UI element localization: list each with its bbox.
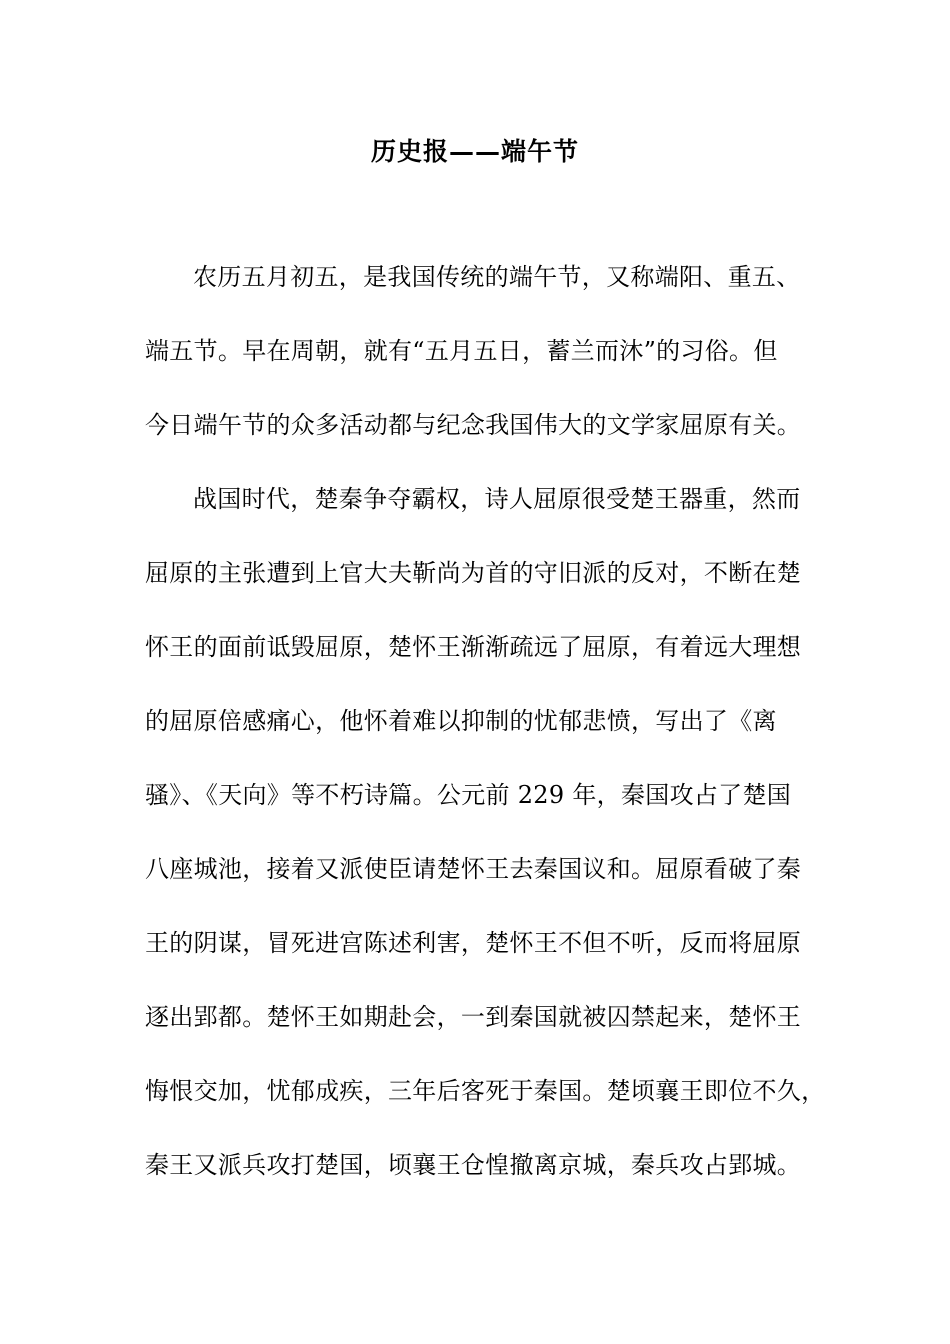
paragraph-line: 战国时代，楚秦争夺霸权，诗人屈原很受楚王器重，然而 <box>193 485 801 513</box>
paragraph-2 <box>145 462 826 1202</box>
paragraph-line: 逐出郢都。楚怀王如期赴会，一到秦国就被囚禁起来，楚怀王 <box>145 1003 802 1031</box>
paragraph-line: 八座城池，接着又派使臣请楚怀王去秦国议和。屈原看破了秦 <box>145 855 802 883</box>
paragraph-line: 农历五月初五，是我国传统的端午节，又称端阳、重五、 <box>193 263 801 291</box>
paragraph-1 <box>145 240 810 462</box>
paragraph-line: 端五节。早在周朝，就有“五月五日，蓄兰而沐”的习俗。但 <box>145 337 778 365</box>
paragraph-line: 怀王的面前诋毁屈原，楚怀王渐渐疏远了屈原，有着远大理想 <box>145 633 802 661</box>
paragraph-line: 悔恨交加，忧郁成疾，三年后客死于秦国。楚顷襄王即位不久， <box>145 1077 826 1105</box>
paragraph-line: 的屈原倍感痛心，他怀着难以抑制的忧郁悲愤，写出了《离 <box>145 707 777 735</box>
paragraph-line: 王的阴谋，冒死进宫陈述利害，楚怀王不但不听，反而将屈原 <box>145 929 802 957</box>
paragraph-line: 屈原的主张遭到上官大夫靳尚为首的守旧派的反对，不断在楚 <box>145 559 802 587</box>
paragraph-line: 秦王又派兵攻打楚国，顷襄王仓惶撤离京城，秦兵攻占郢城。 <box>145 1151 802 1179</box>
document-title: 历史报——端午节 <box>370 137 579 166</box>
paragraph-line: 今日端午节的众多活动都与纪念我国伟大的文学家屈原有关。 <box>145 411 802 439</box>
paragraph-line: 骚》、《天向》等不朽诗篇。公元前 229 年，秦国攻占了楚国 <box>145 781 792 809</box>
